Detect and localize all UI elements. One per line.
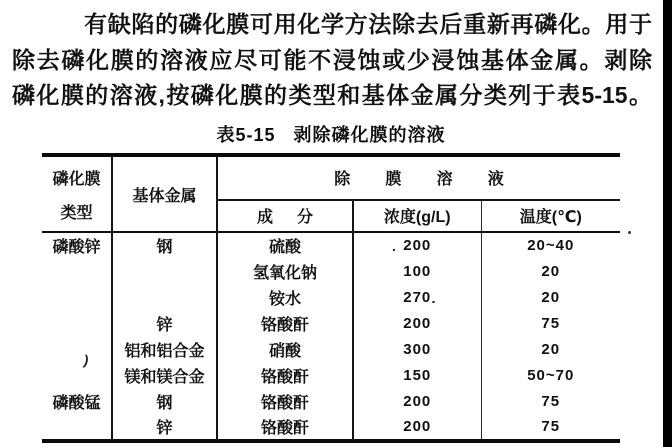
cell-component: 铬酸酐 [217,415,353,441]
cell-component: 铬酸酐 [217,310,353,336]
cell-concentration: 150 [353,362,481,388]
table-row [42,389,620,415]
table-caption [42,121,620,147]
cell-temperature: 50~70 [527,367,575,385]
table-header [42,155,620,232]
table-row [42,310,620,336]
header-concentration: 浓度(g/L) [353,200,481,232]
header-film-type-line2: 类型 [60,204,93,222]
cell-film-type [42,310,112,336]
cell-film-type [42,336,112,362]
cell-film-type: 磷酸锰 [42,389,112,415]
cell-concentration: 200 [353,232,481,258]
cell-base-metal: 镁和镁合金 [112,362,217,388]
cell-temperature: 75 [541,393,561,411]
cell-temperature: 20 [541,288,561,306]
scan-artifact-paren: ) [82,351,91,369]
cell-film-type [42,284,112,310]
cell-concentration: 270 [353,284,481,310]
cell-film-type: 磷酸锌 [42,232,112,258]
cell-base-metal: 铝和铝合金 [112,336,217,362]
cell-component: 铵水 [217,284,353,310]
cell-temperature: 20~40 [527,237,575,255]
paragraph-line-3: 磷化膜的溶液,按磷化膜的类型和基体金属分类列于表5-15。 [12,82,652,108]
phosphate-stripping-table [42,153,620,443]
cell-base-metal [112,258,217,284]
header-film-type [42,155,112,232]
cell-temperature: 75 [541,418,561,436]
cell-base-metal: 钢 [112,389,217,415]
photocopy-edge-bar [663,0,672,447]
table-row [42,415,620,441]
paragraph-line-2: 除去磷化膜的溶液应尽可能不浸蚀或少浸蚀基体金属。剥除 [12,46,652,73]
scan-artifact-dot: . [392,238,396,254]
table-row [42,284,620,310]
header-base-metal: 基体金属 [112,155,217,232]
header-component: 成分 [217,200,353,232]
table-caption-title: 剥除磷化膜的溶液 [293,125,446,145]
cell-base-metal [112,284,217,310]
cell-concentration: 300 [353,336,481,362]
table-row [42,336,620,362]
table-row [42,232,620,258]
table-body [42,232,620,441]
cell-concentration: 200 [353,389,481,415]
cell-film-type [42,258,112,284]
cell-concentration: 200 [353,310,481,336]
cell-temperature: 20 [541,340,561,358]
phosphate-stripping-table-wrap [42,153,620,443]
table-row [42,258,620,284]
scan-speck [432,301,435,303]
header-film-type-line1: 磷化膜 [52,170,101,188]
paragraph [12,7,652,114]
cell-temperature: 20 [541,262,561,280]
header-temperature: 温度(℃) [519,209,582,227]
cell-component: 铬酸酐 [217,362,353,388]
cell-base-metal: 锌 [112,415,217,441]
cell-film-type [42,362,112,388]
cell-concentration: 200 [353,415,481,441]
header-removal-solution: 除膜溶液 [217,155,620,200]
table-row [42,362,620,388]
cell-component: 硫酸 [217,232,353,258]
cell-component: 铬酸酐 [217,389,353,415]
cell-base-metal: 钢 [112,232,217,258]
scan-speck [628,231,631,234]
paragraph-line-1: 有缺陷的磷化膜可用化学方法除去后重新再磷化。用于 [84,11,652,37]
cell-component: 氢氧化钠 [217,258,353,284]
cell-film-type [42,415,112,441]
cell-base-metal: 锌 [112,310,217,336]
table-caption-number: 表5-15 [216,125,276,145]
cell-concentration: 100 [353,258,481,284]
cell-component: 硝酸 [217,336,353,362]
cell-temperature: 75 [541,314,561,332]
